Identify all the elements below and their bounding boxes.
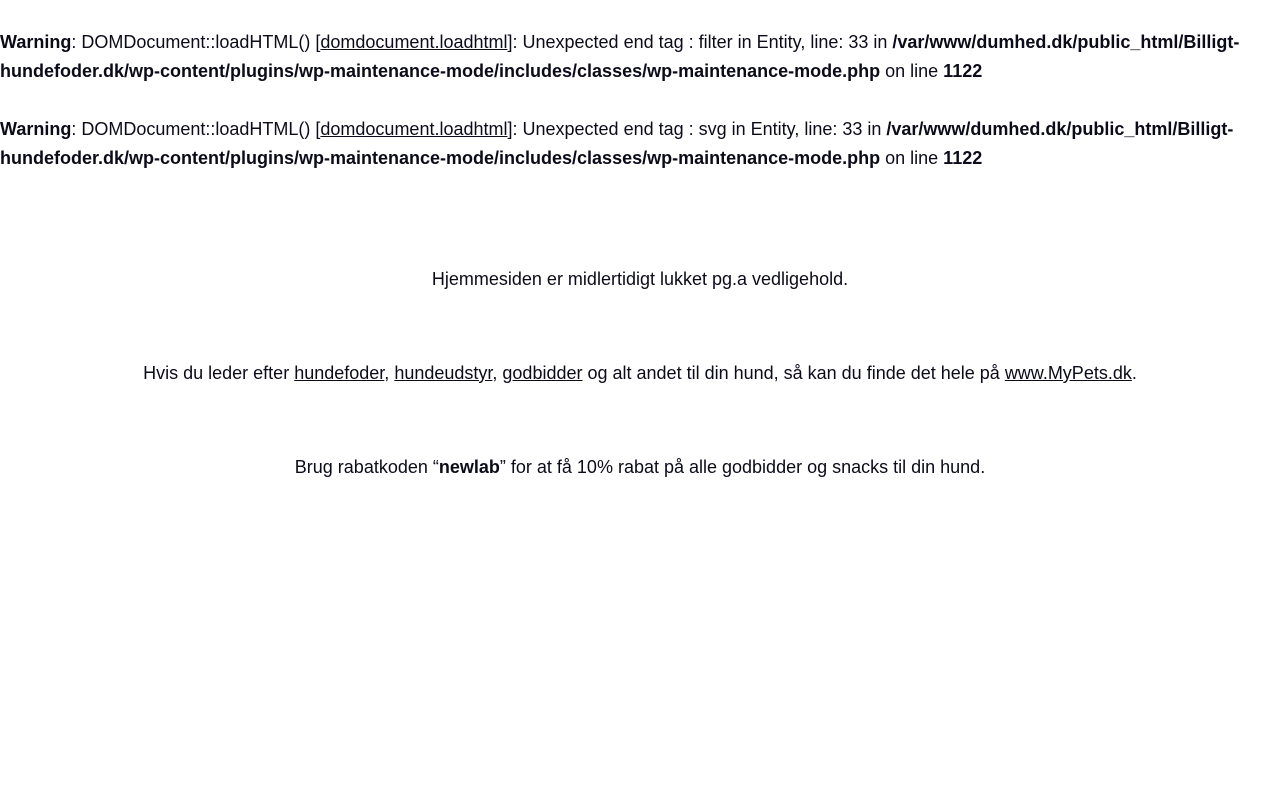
shop-middle: og alt andet til din hund, så kan du finde det hele på	[582, 363, 1005, 383]
closed-message: Hjemmesiden er midlertidigt lukket pg.a vedligehold.	[431, 269, 849, 289]
warning-function: : DOMDocument::loadHTML() [	[71, 32, 321, 52]
maintenance-notice	[0, 265, 1280, 294]
warning-function: : DOMDocument::loadHTML() [	[71, 119, 321, 139]
php-warnings	[0, 28, 1280, 202]
link-godbidder[interactable]: godbidder	[502, 363, 583, 383]
php-warning-2	[0, 115, 1280, 173]
warning-on-line: on line	[880, 148, 944, 168]
discount-code: newlab	[438, 457, 500, 477]
warning-label: Warning	[0, 119, 72, 139]
discount-notice	[0, 453, 1280, 482]
link-hundeudstyr[interactable]: hundeudstyr	[394, 363, 493, 383]
warning-on-line: on line	[880, 61, 944, 81]
discount-prefix: Brug rabatkoden “	[294, 457, 439, 477]
php-warning-1	[0, 28, 1280, 86]
warning-line-number: 1122	[943, 148, 983, 168]
warning-file-path: /var/www/dumhed.dk/public_html/Billigt-hundefoder.dk/wp-content/plugins/wp-maintenance-mode/includes/classes/wp-maintenance-mode.php	[0, 32, 1240, 81]
warning-line-number: 1122	[943, 61, 983, 81]
discount-text	[0, 453, 1280, 482]
link-mypets[interactable]: www.MyPets.dk	[1004, 363, 1132, 383]
shop-prefix: Hvis du leder efter	[143, 363, 295, 383]
warning-message: ]: Unexpected end tag : filter in Entity, line: 33 in	[507, 32, 893, 52]
docs-link-loadhtml[interactable]: domdocument.loadhtml	[320, 119, 508, 139]
shop-suffix: .	[1131, 363, 1137, 383]
shop-referral-text	[0, 359, 1280, 388]
separator: ,	[492, 363, 503, 383]
docs-link-loadhtml[interactable]: domdocument.loadhtml	[320, 32, 508, 52]
warning-file-path: /var/www/dumhed.dk/public_html/Billigt-hundefoder.dk/wp-content/plugins/wp-maintenance-mode/includes/classes/wp-maintenance-mode.php	[0, 119, 1234, 168]
separator: ,	[384, 363, 395, 383]
shop-referral	[0, 359, 1280, 388]
discount-suffix: ” for at få 10% rabat på alle godbidder og snacks til din hund.	[499, 457, 986, 477]
warning-label: Warning	[0, 32, 72, 52]
warning-message: ]: Unexpected end tag : svg in Entity, line: 33 in	[507, 119, 887, 139]
link-hundefoder[interactable]: hundefoder	[294, 363, 385, 383]
